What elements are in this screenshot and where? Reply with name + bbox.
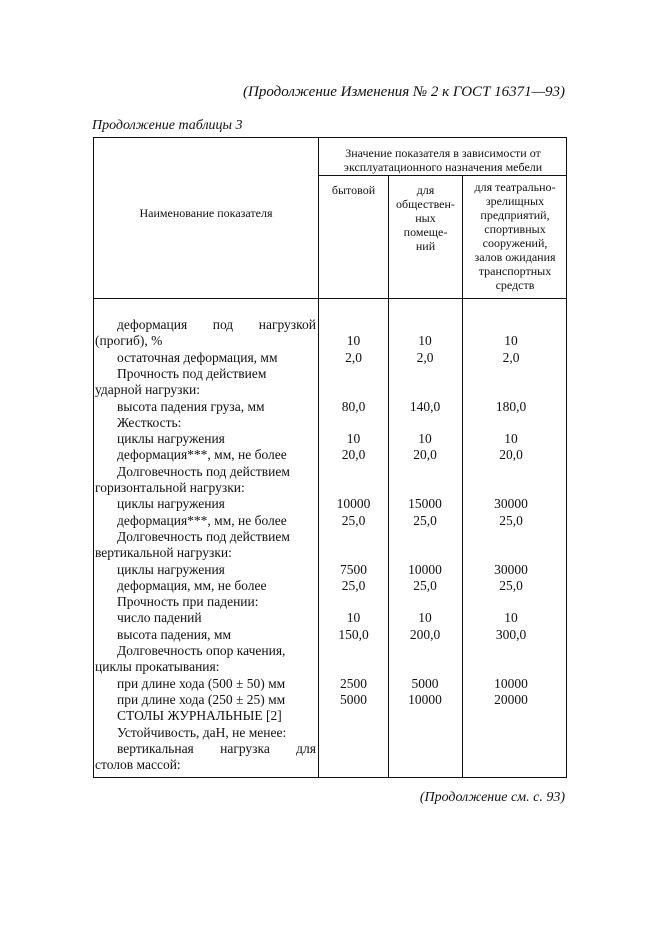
row-label: Долговечность под действием [117,463,290,479]
row-label: Жесткость: [117,414,182,430]
row-label: деформация***, мм, не более [117,447,287,463]
row-label: число падений [117,610,202,626]
row-value: 300,0 [495,626,527,642]
row-value: 10000 [336,496,371,512]
header-col-theatre-line: спортивных [484,222,546,236]
row-value: 20,0 [413,447,437,463]
row-value: 7500 [340,561,367,577]
header-col-public-line: ний [415,239,436,253]
header-group-line: эксплуатационного назначения мебели [343,160,543,174]
table-caption: Продолжение таблицы 3 [92,118,243,133]
continuation-note: (Продолжение см. с. 93) [419,790,565,805]
row-value: 150,0 [338,626,369,642]
row-label: (прогиб), % [95,333,163,349]
row-value: 25,0 [413,577,437,593]
row-value: 80,0 [341,398,366,414]
row-label: столов массой: [95,757,181,773]
row-value: 10 [504,431,518,447]
header-col-household-line: бытовой [331,183,376,197]
row-value: 30000 [494,561,528,577]
row-label: высота падения, мм [117,626,232,642]
row-label: Устойчивость, даН, не менее: [117,724,287,740]
header-name-label: Наименование показателя [139,206,273,220]
row-label: Прочность под действием [117,365,267,381]
row-label: циклы нагружения [117,561,225,577]
header-bottom-line [93,298,567,299]
row-value: 2,0 [345,349,362,365]
row-value: 10000 [494,675,528,691]
row-value: 10 [418,333,432,349]
row-value: 10 [346,610,361,626]
header-col-public-line: для [416,183,435,197]
row-value: 10 [346,333,361,349]
row-label: деформация, мм, не более [117,577,267,593]
header-col-public [389,183,462,253]
header-group-line: Значение показателя в зависимости от [345,146,541,160]
header-col-household [319,183,388,197]
row-value: 140,0 [409,398,441,414]
row-value: 10 [418,610,432,626]
row-value: 10 [504,333,518,349]
row-label: ударной нагрузки: [95,382,201,398]
header-col-public-line: помеще- [403,225,448,239]
row-value: 2,0 [502,349,520,365]
row-label: горизонтальной нагрузки: [95,480,245,495]
row-value: 20,0 [341,447,366,463]
header-col-theatre-line: предприятий, [480,208,550,222]
row-label: СТОЛЫ ЖУРНАЛЬНЫЕ [2] [117,708,282,724]
header-name-column [94,206,318,220]
header-col-theatre-line: залов ожидания [474,250,556,264]
row-label: Долговечность опор качения, [117,643,286,658]
row-value: 2500 [340,675,367,691]
row-value: 180,0 [495,398,527,414]
row-value: 5000 [411,675,439,691]
row-value: 25,0 [499,512,523,528]
row-value: 2,0 [416,349,434,365]
row-label: вертикальная нагрузка для [117,740,316,756]
row-value: 5000 [340,691,367,707]
header-col-theatre [463,180,567,292]
row-value: 20,0 [499,447,523,463]
row-value: 10 [346,431,361,447]
row-label: высота падения груза, мм [117,398,265,414]
row-label: остаточная деформация, мм [117,349,278,365]
row-label: Прочность при падении: [117,594,259,610]
row-label: при длине хода (500 ± 50) мм [117,675,286,691]
row-value: 10000 [408,561,442,577]
row-value: 25,0 [499,577,523,593]
row-label: циклы нагружения [117,496,225,512]
header-col-theatre-line: сооружений, [482,236,548,250]
header-col-theatre-line: зрелищных [485,194,545,208]
row-value: 10 [504,610,518,626]
header-col-theatre-line: средств [495,278,535,292]
row-label: циклы нагружения [117,431,225,447]
header-col-theatre-line: транспортных [478,264,552,278]
row-value: 25,0 [413,512,437,528]
row-value: 25,0 [341,577,366,593]
row-label: вертикальной нагрузки: [95,545,232,561]
row-value: 10 [418,431,432,447]
header-divider [318,175,567,176]
row-value: 200,0 [409,626,441,642]
row-label: деформация под нагрузкой [117,317,316,332]
row-value: 20000 [494,691,528,707]
row-value: 15000 [408,496,442,512]
document-header-note: (Продолжение Изменения № 2 к ГОСТ 16371—93) [243,84,565,100]
header-group [319,146,567,174]
header-col-public-line: ных [415,211,436,225]
row-label: циклы прокатывания: [95,659,220,675]
row-label: при длине хода (250 ± 25) мм [117,691,286,707]
header-col-theatre-line: для театрально- [474,180,556,194]
row-value: 30000 [494,496,528,512]
row-value: 10000 [408,691,442,707]
header-col-public-line: обществен- [396,197,455,211]
row-label: Долговечность под действием [117,528,290,544]
row-label: деформация***, мм, не более [117,512,287,528]
row-value: 25,0 [341,512,366,528]
